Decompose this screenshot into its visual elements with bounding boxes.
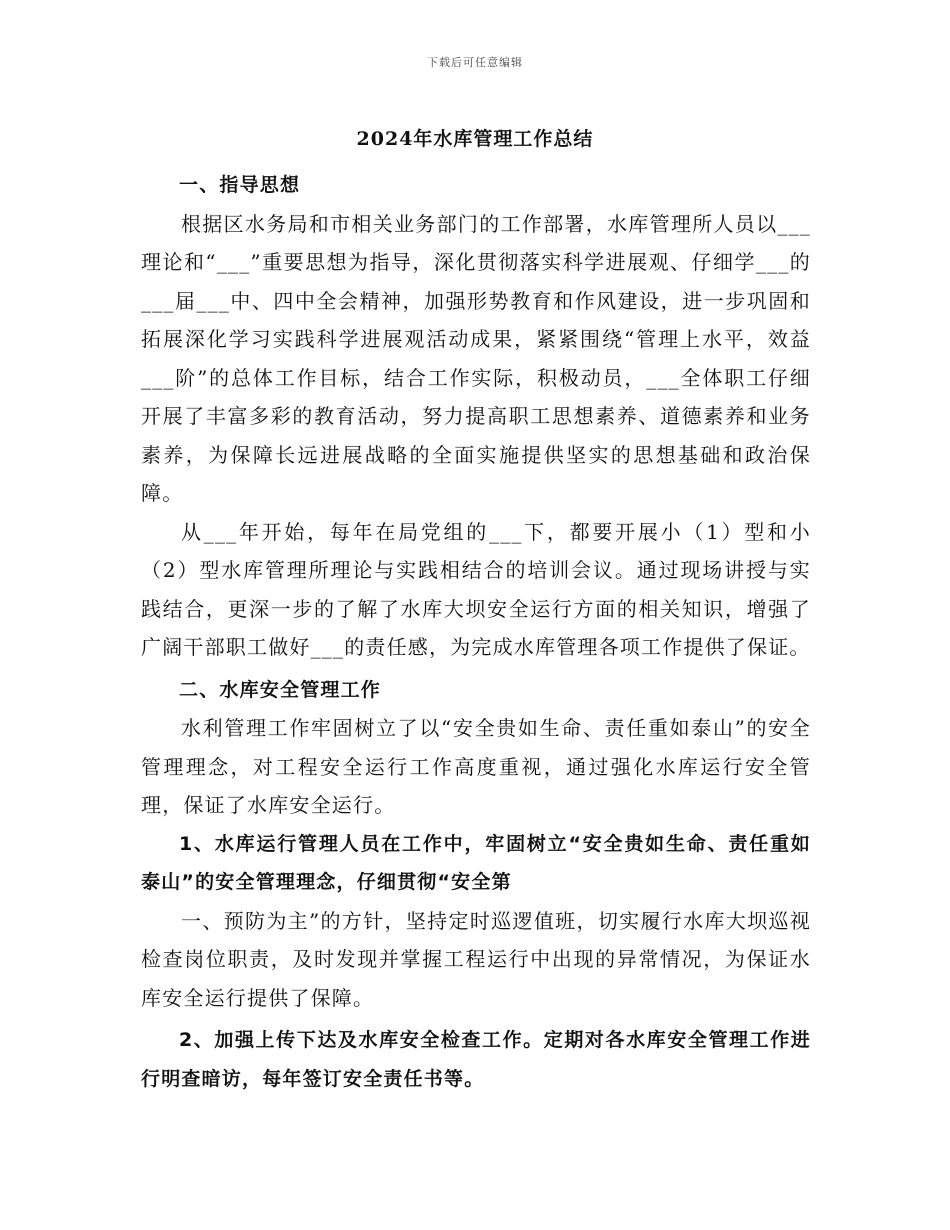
document-body: [141, 166, 811, 1098]
paragraph-item-2-heading: 2、加强上传下达及水库安全检查工作。定期对各水库安全管理工作进行明查暗访，每年签订安全责任书等。: [141, 1029, 811, 1090]
document-title: 2024年水库管理工作总结: [356, 128, 594, 150]
paragraph-safety-concept: 水利管理工作牢固树立了以“安全贵如生命、责任重如泰山”的安全管理理念，对工程安全运行工作高度重视，通过强化水库运行安全管理，保证了水库安全运行。: [141, 716, 811, 817]
paragraph-item-1-heading: 1、水库运行管理人员在工作中，牢固树立“安全贵如生命、责任重如泰山”的安全管理理念，仔细贯彻“安全第: [141, 832, 811, 893]
section-heading-safety-management: 二、水库安全管理工作: [179, 678, 382, 701]
paragraph-item-1-body: 一、预防为主”的方针，坚持定时巡逻值班，切实履行水库大坝巡视检查岗位职责，及时发现并掌握工程运行中出现的异常情况，为保证水库安全运行提供了保障。: [141, 908, 811, 1010]
section-heading-guiding-ideology: 一、指导思想: [179, 174, 301, 196]
paragraph-training: 从___年开始，每年在局党组的___下，都要开展小（1）型和小（2）型水库管理所理论与实践相结合的培训会议。通过现场讲授与实践结合，更深一步的了解了水库大坝安全运行方面的相关知识，增强了广阔干部职工做好___的责任感，为完成水库管理各项工作提供了保证。: [141, 519, 811, 659]
paragraph-guiding-ideology: 根据区水务局和市相关业务部门的工作部署，水库管理所人员以___理论和“___”重要思想为指导，深化贯彻落实科学进展观、仔细学___的___届___中、四中全会精神，加强形势教育和作风建设，进一步巩固和拓展深化学习实践科学进展观活动成果，紧紧围绕“管理上水平，效益___阶”的总体工作目标，结合工作实际，积极动员，___全体职工仔细开展了丰富多彩的教育活动，努力提高职工思想素养、道德素养和业务素养，为保障长远进展战略的全面实施提供坚实的思想基础和政治保障。: [141, 211, 811, 505]
page-header-note: 下载后可任意编辑: [427, 56, 523, 69]
